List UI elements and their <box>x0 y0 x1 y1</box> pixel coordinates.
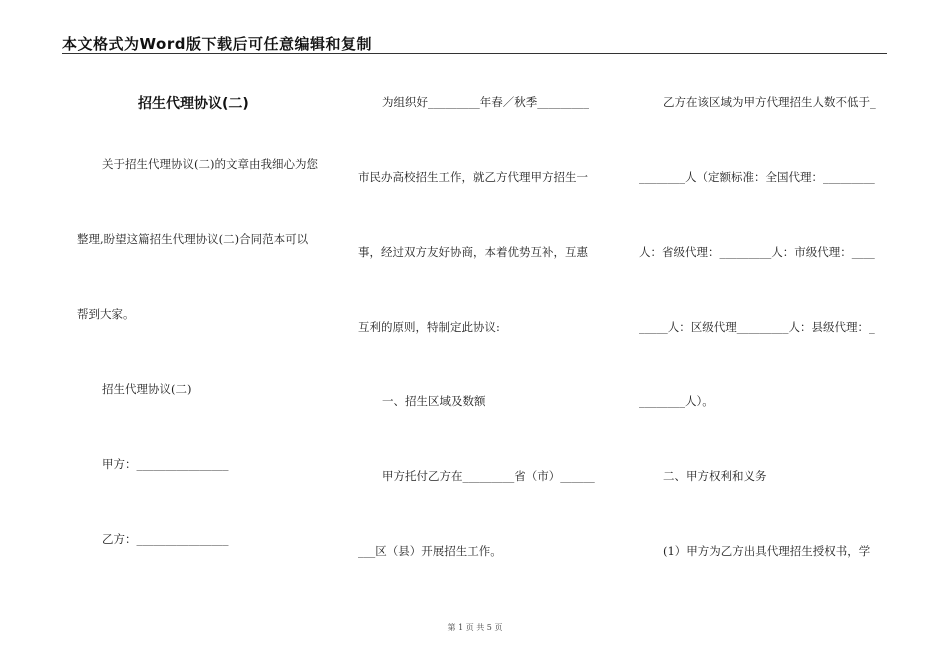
col1-line-2: 整理,盼望这篇招生代理协议(二)合同范本可以 <box>77 232 309 246</box>
col3-line-2: ________人（定额标准：全国代理：_________ <box>639 170 875 184</box>
col3-line-7: (1）甲方为乙方出具代理招生授权书，学 <box>663 544 871 558</box>
col1-line-4: 招生代理协议(二) <box>102 382 192 396</box>
party-a-field: 甲方：________________ <box>102 457 229 471</box>
col2-line-4: 互利的原则，特制定此协议: <box>358 320 500 334</box>
col3-line-5: ________人）。 <box>639 394 714 408</box>
col1-line-3: 帮到大家。 <box>77 307 135 321</box>
col2-line-7: ___区（县）开展招生工作。 <box>358 544 502 558</box>
col1-line-1: 关于招生代理协议(二)的文章由我细心为您 <box>102 157 318 171</box>
section-heading-2: 二、甲方权利和义务 <box>663 469 767 483</box>
col2-line-1: 为组织好_________年春／秋季_________ <box>382 95 589 109</box>
col3-line-4: _____人：区级代理_________人：县级代理：_ <box>639 320 875 334</box>
col3-line-1: 乙方在该区域为甲方代理招生人数不低于_ <box>663 95 876 109</box>
col2-line-3: 事，经过双方友好协商，本着优势互补，互惠 <box>358 245 588 259</box>
col2-line-6: 甲方托付乙方在_________省（市）______ <box>382 469 595 483</box>
header-divider <box>62 53 887 54</box>
party-b-field: 乙方：________________ <box>102 532 229 546</box>
page-number-footer: 第 1 页 共 5 页 <box>447 623 503 632</box>
col3-line-3: 人：省级代理：_________人：市级代理：____ <box>639 245 875 259</box>
document-header: 本文格式为Word版下载后可任意编辑和复制 <box>62 35 372 53</box>
col2-line-2: 市民办高校招生工作，就乙方代理甲方招生一 <box>358 170 588 184</box>
section-heading-1: 一、招生区域及数额 <box>382 394 486 408</box>
document-title: 招生代理协议(二) <box>138 96 249 112</box>
